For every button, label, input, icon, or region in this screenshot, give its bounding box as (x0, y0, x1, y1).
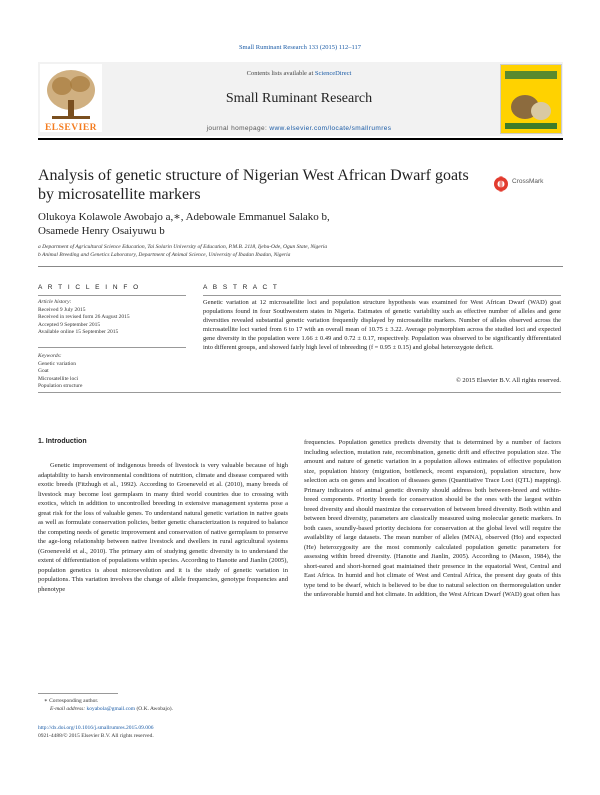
homepage-link[interactable]: www.elsevier.com/locate/smallrumres (269, 125, 392, 132)
homepage-prefix: journal homepage: (206, 125, 270, 132)
intro-paragraph: Genetic improvement of indigenous breeds of livestock is very valuable because of high adaptability to harsh environmental conditions of nutrition, climate and disease compared with exotic breeds (Fitzhugh et al., 1992). According to Groeneveld et al. (2010), many breeds of livestock may become lost germplasm in many third world countries due to crossing with exotics, which in addition to uncontrolled breeding in extensive management systems pose a great risk for the loss of valuable genes. To understand natural genetic variation in native goats as well as formulate conservation policies, better genetic characterization is required to balance the competing needs of genetic improvement and conservation of native germplasm to preserve the age-long relationship between native livestock and dwellers in rural agricultural systems (Groeneveld et al., 2010). The primary aim of studying genetic diversity is to understand the extent of differentiation of populations within species. According to Hanotte and Jianlin (2005), population genetics is about microevolution and it is the study of genetic variation in populations. This variation involves the change of allele frequencies, genotype frequencies and phenotype (38, 462, 288, 593)
article-info-heading: A R T I C L E I N F O (38, 284, 141, 291)
keywords-block (38, 353, 178, 391)
history-received: Received 9 July 2015 (38, 306, 86, 313)
journal-reference[interactable]: Small Ruminant Research 133 (2015) 112–117 (238, 44, 362, 51)
intro-paragraph: frequencies. Population genetics predicts diversity that is determined by a number of factors including selection, mutation rate, recombination, genetic drift and effective population size. The amount and nature of genetic variation in a population allows estimates of effective population size, population history (migration, bottleneck, recent expansion), population structure, how selection acts on genes and location of diseases genes (Quantitative Trace Loci (QTL) mapping). Primary indicators of animal genetic diversity should address both between-breed and within-breed components. Priority breeds for conservation should be the ones with the largest within breed diversity and should maximize the conservation of between breed diversity. Both within and between breed diversity, parameters are classically measured using molecular genetic markers. In both cases, soundly-based priority decisions for conservation at the global level will require the availability of large datasets. The mean number of alleles (MNA), observed (Ho) and expected (He) heterozygosity are the most commonly calculated population genetic parameters for assessing within breed diversity. (Hanotte and Jianlin, 2005). According to (Mason, 1984), the short-eared and short-horned goat maintained their presence in the equatorial West, Central and East Africa. In humid and hot climate of West and Central Africa, the present day goats of this type tend to be dwarf, which is believed to be due to natural selection on thermoregulation under the unfavorable humid and hot climate. In addition, the West African Dwarf (WAD) goat often has (304, 439, 561, 598)
authors-line-1[interactable]: Olukoya Kolawole Awobajo a,∗, Adebowale Emmanuel Salako b, (38, 211, 330, 223)
email-suffix: (O.K. Awobajo). (135, 706, 173, 712)
intro-left-column (38, 461, 288, 594)
history-online: Available online 15 September 2015 (38, 329, 119, 335)
elsevier-wordmark: ELSEVIER (44, 123, 98, 133)
keyword-item: Population structure (38, 383, 83, 389)
header-rule (38, 138, 563, 140)
contents-line (110, 70, 488, 77)
affiliation-a: a Department of Agricultural Science Education, Tai Solarin University of Education, P.M.B. 2118, Ijebu-Ode, Ogun State, Nigeria (38, 244, 328, 250)
keywords-label: Keywords: (38, 353, 62, 359)
article-info-rule (38, 295, 186, 296)
doi-link[interactable]: http://dx.doi.org/10.1016/j.smallrumres.2015.09.006 (38, 725, 154, 731)
crossmark-icon[interactable] (493, 176, 511, 192)
abstract-heading: A B S T R A C T (203, 284, 279, 291)
journal-title: Small Ruminant Research (225, 91, 373, 106)
abstract-text: Genetic variation at 12 microsatellite loci and population structure hypothesis was examined for West African Dwarf (WAD) goat populations found in four Southwestern states in Nigeria. Estimates of genetic variability such as effective number of alleles and gene diversities revealed substantial genetic variation frequently displayed by microsatellite markers. Number of alleles observed across the microsatellite loci varied from 6 to 17 with an overall mean of 10.75 ± 3.22. Average polymorphism across the studied loci and expected gene diversity in the population were 1.66 ± 0.49 and 0.72 ± 0.17, respectively. Population was observed to be significantly differentiated into different groups, and showed fairly high level of inbreeding (f = 0.95 ± 0.15) and global heterozygote deficit. (203, 299, 561, 352)
email-link[interactable]: koyabola@gmail.com (86, 706, 136, 712)
history-accepted: Accepted 9 September 2015 (38, 321, 101, 328)
keyword-item: Microsatellite loci (38, 375, 79, 382)
email-note (50, 706, 173, 712)
keyword-item: Genetic variation (38, 360, 77, 367)
article-title: Analysis of genetic structure of Nigerian West African Dwarf goats by microsatellite markers (38, 167, 469, 203)
contents-prefix: Contents lists available at (246, 70, 315, 77)
abstract-bottom-rule (38, 392, 561, 393)
article-history (38, 299, 178, 337)
author-list (38, 210, 558, 238)
authors-line-2[interactable]: Osamede Henry Osaiyuwu b (38, 225, 165, 237)
issn-line: 0921-4488/© 2015 Elsevier B.V. All rights reserved. (38, 733, 154, 739)
keyword-item: Goat (38, 368, 49, 374)
crossmark-label[interactable]: CrossMark (512, 178, 544, 185)
email-label: E-mail address: (50, 706, 87, 712)
sciencedirect-link[interactable]: ScienceDirect (314, 70, 352, 77)
intro-right-column (304, 438, 561, 600)
elsevier-tree-logo (40, 64, 102, 132)
history-revised: Received in revised form 26 August 2015 (38, 314, 130, 320)
abstract-rule (203, 295, 561, 296)
history-label: Article history: (38, 299, 72, 305)
section-heading-introduction: 1. Introduction (38, 438, 87, 445)
journal-cover-image (500, 64, 562, 134)
keywords-rule (38, 347, 186, 348)
abstract-copyright: © 2015 Elsevier B.V. All rights reserved. (455, 377, 561, 384)
footnote-rule (38, 693, 118, 694)
journal-homepage (110, 125, 488, 132)
corresponding-author-note: ∗ Corresponding author. (44, 698, 99, 704)
affiliation-b: b Animal Breeding and Genetics Laboratory, Department of Animal Science, University of Ibadan Ibadan, Nigeria (38, 252, 291, 258)
affiliation-rule (38, 266, 563, 267)
